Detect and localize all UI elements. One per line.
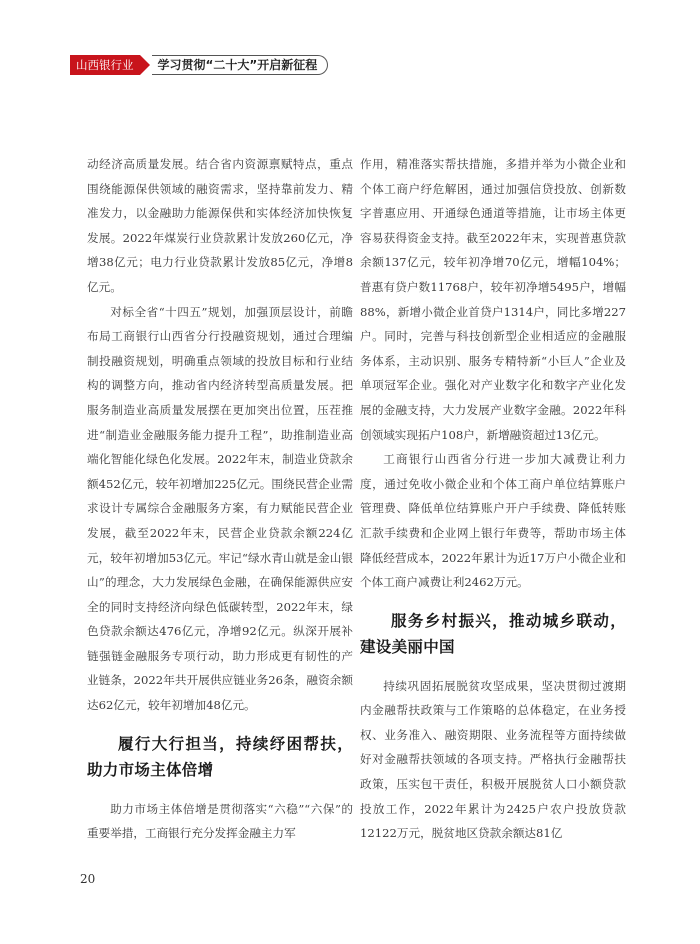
right-column xyxy=(360,152,626,846)
section-tag: 山西银行业 xyxy=(70,55,140,75)
running-header xyxy=(70,55,328,75)
section-heading: 履行大行担当，持续纾困帮扶，助力市场主体倍增 xyxy=(87,734,353,779)
section-title: 学习贯彻“二十大”开启新征程 xyxy=(152,55,329,75)
paragraph: 作用，精准落实帮扶措施，多措并举为小微企业和个体工商户纾危解困，通过加强信贷投放、创新数字普惠应用、开通绿色通道等措施，让市场主体更容易获得资金支持。截至2022年末，实现普惠贷款余额137亿元，较年初净增70亿元，增幅104%；普惠有贷户数11768户，较年初净增5495户，增幅88%，新增小微企业首贷户1314户，同比多增227户。同时，完善与科技创新型企业相适应的金融服务体系，主动识别、服务专精特新“小巨人”企业及单项冠军企业。强化对产业数字化和数字产业化发展的金融支持，大力发展产业数字金融。2022年科创领域实现拓户108户，新增融资超过13亿元。 xyxy=(360,157,626,442)
paragraph: 对标全省“十四五”规划，加强顶层设计，前瞻布局工商银行山西省分行投融资规划，通过合理编制投融资规划，明确重点领域的投放目标和行业结构的调整方向，推动省内经济转型高质量发展。把服务制造业高质量发展摆在更加突出位置，压茬推进“制造业金融服务能力提升工程”，助推制造业高端化智能化绿色化发展。2022年末，制造业贷款余额452亿元，较年初增加225亿元。围绕民营企业需求设计专属综合金融服务方案，有力赋能民营企业发展，截至2022年末，民营企业贷款余额224亿元，较年初增加53亿元。牢记“绿水青山就是金山银山”的理念，大力发展绿色金融，在确保能源供应安全的同时支持经济向绿色低碳转型，2022年末，绿色贷款余额达476亿元，净增92亿元。纵深开展补链强链金融服务专项行动，助力形成更有韧性的产业链条，2022年共开展供应链业务26条，融资余额达62亿元，较年初增加48亿元。 xyxy=(87,304,353,713)
left-column xyxy=(87,152,353,846)
section-heading: 服务乡村振兴，推动城乡联动，建设美丽中国 xyxy=(360,611,626,656)
paragraph: 工商银行山西省分行进一步加大减费让利力度，通过免收小微企业和个体工商户单位结算账户管理费、降低单位结算账户开户手续费、降低转账汇款手续费和企业网上银行年费等，帮助市场主体降低经营成本，2022年累计为近17万户小微企业和个体工商户减费让利2462万元。 xyxy=(360,452,626,590)
page-number: 20 xyxy=(80,872,96,886)
paragraph: 动经济高质量发展。结合省内资源禀赋特点，重点围绕能源保供领域的融资需求，坚持靠前发力、精准发力，以金融助力能源保供和实体经济加快恢复发展。2022年煤炭行业贷款累计发放260亿元，净增38亿元；电力行业贷款累计发放85亿元，净增8亿元。 xyxy=(87,157,353,294)
paragraph: 助力市场主体倍增是贯彻落实“六稳”“六保”的重要举措，工商银行充分发挥金融主力军 xyxy=(87,801,353,841)
paragraph: 持续巩固拓展脱贫攻坚成果，坚决贯彻过渡期内金融帮扶政策与工作策略的总体稳定，在业务授权、业务准入、融资期限、业务流程等方面持续做好对金融帮扶领域的各项支持。严格执行金融帮扶政策，压实包干责任，积极开展脱贫人口小额贷款投放工作，2022年累计为2425户农户投放贷款12122万元，脱贫地区贷款余额达81亿 xyxy=(360,678,626,841)
